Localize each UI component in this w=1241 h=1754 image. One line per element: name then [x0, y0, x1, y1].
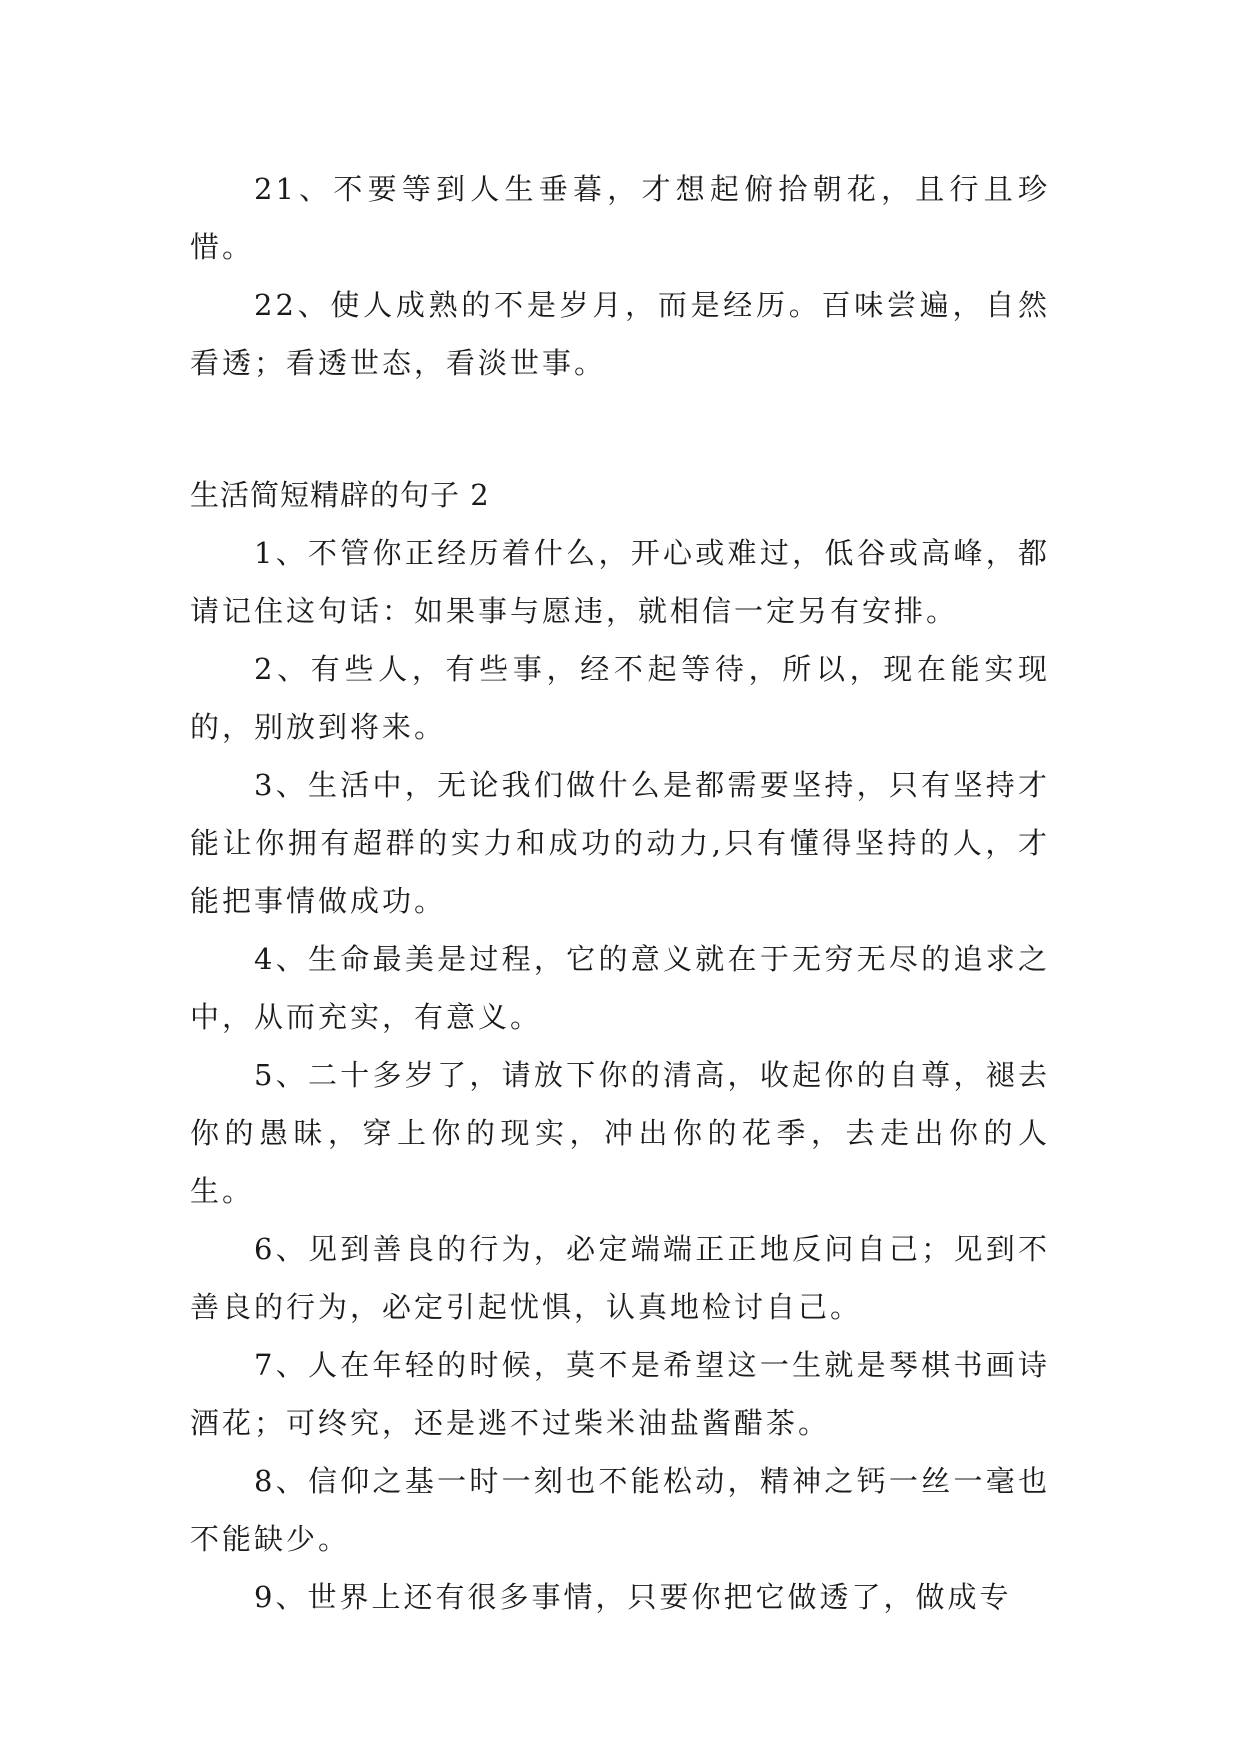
section-title: 生活简短精辟的句子 2 [190, 478, 490, 512]
paragraph-item-7: 7、人在年轻的时候，莫不是希望这一生就是琴棋书画诗酒花；可终究，还是逃不过柴米油盐酱醋茶。 [190, 1348, 1050, 1440]
paragraph-item-5: 5、二十多岁了，请放下你的清高，收起你的自尊，褪去你的愚昧，穿上你的现实，冲出你的花季，去走出你的人生。 [190, 1058, 1050, 1208]
paragraph-item-6: 6、见到善良的行为，必定端端正正地反问自己；见到不善良的行为，必定引起忧惧，认真地检讨自己。 [190, 1232, 1050, 1324]
paragraph-item-9: 9、世界上还有很多事情，只要你把它做透了，做成专 [254, 1580, 1012, 1614]
paragraph-item-2: 2、有些人，有些事，经不起等待，所以，现在能实现的，别放到将来。 [190, 652, 1050, 744]
document-body [190, 160, 1050, 1626]
paragraph-item-21: 21、不要等到人生垂暮，才想起俯拾朝花，且行且珍惜。 [190, 172, 1050, 264]
paragraph-item-8: 8、信仰之基一时一刻也不能松动，精神之钙一丝一毫也不能缺少。 [190, 1464, 1050, 1556]
paragraph-item-22: 22、使人成熟的不是岁月，而是经历。百味尝遍，自然看透；看透世态，看淡世事。 [190, 288, 1050, 380]
section-spacer [190, 392, 1050, 466]
paragraph-item-4: 4、生命最美是过程，它的意义就在于无穷无尽的追求之中，从而充实，有意义。 [190, 942, 1050, 1034]
paragraph-item-1: 1、不管你正经历着什么，开心或难过，低谷或高峰，都请记住这句话：如果事与愿违，就相信一定另有安排。 [190, 536, 1050, 628]
paragraph-item-3: 3、生活中，无论我们做什么是都需要坚持，只有坚持才能让你拥有超群的实力和成功的动力,只有懂得坚持的人，才能把事情做成功。 [190, 768, 1050, 918]
